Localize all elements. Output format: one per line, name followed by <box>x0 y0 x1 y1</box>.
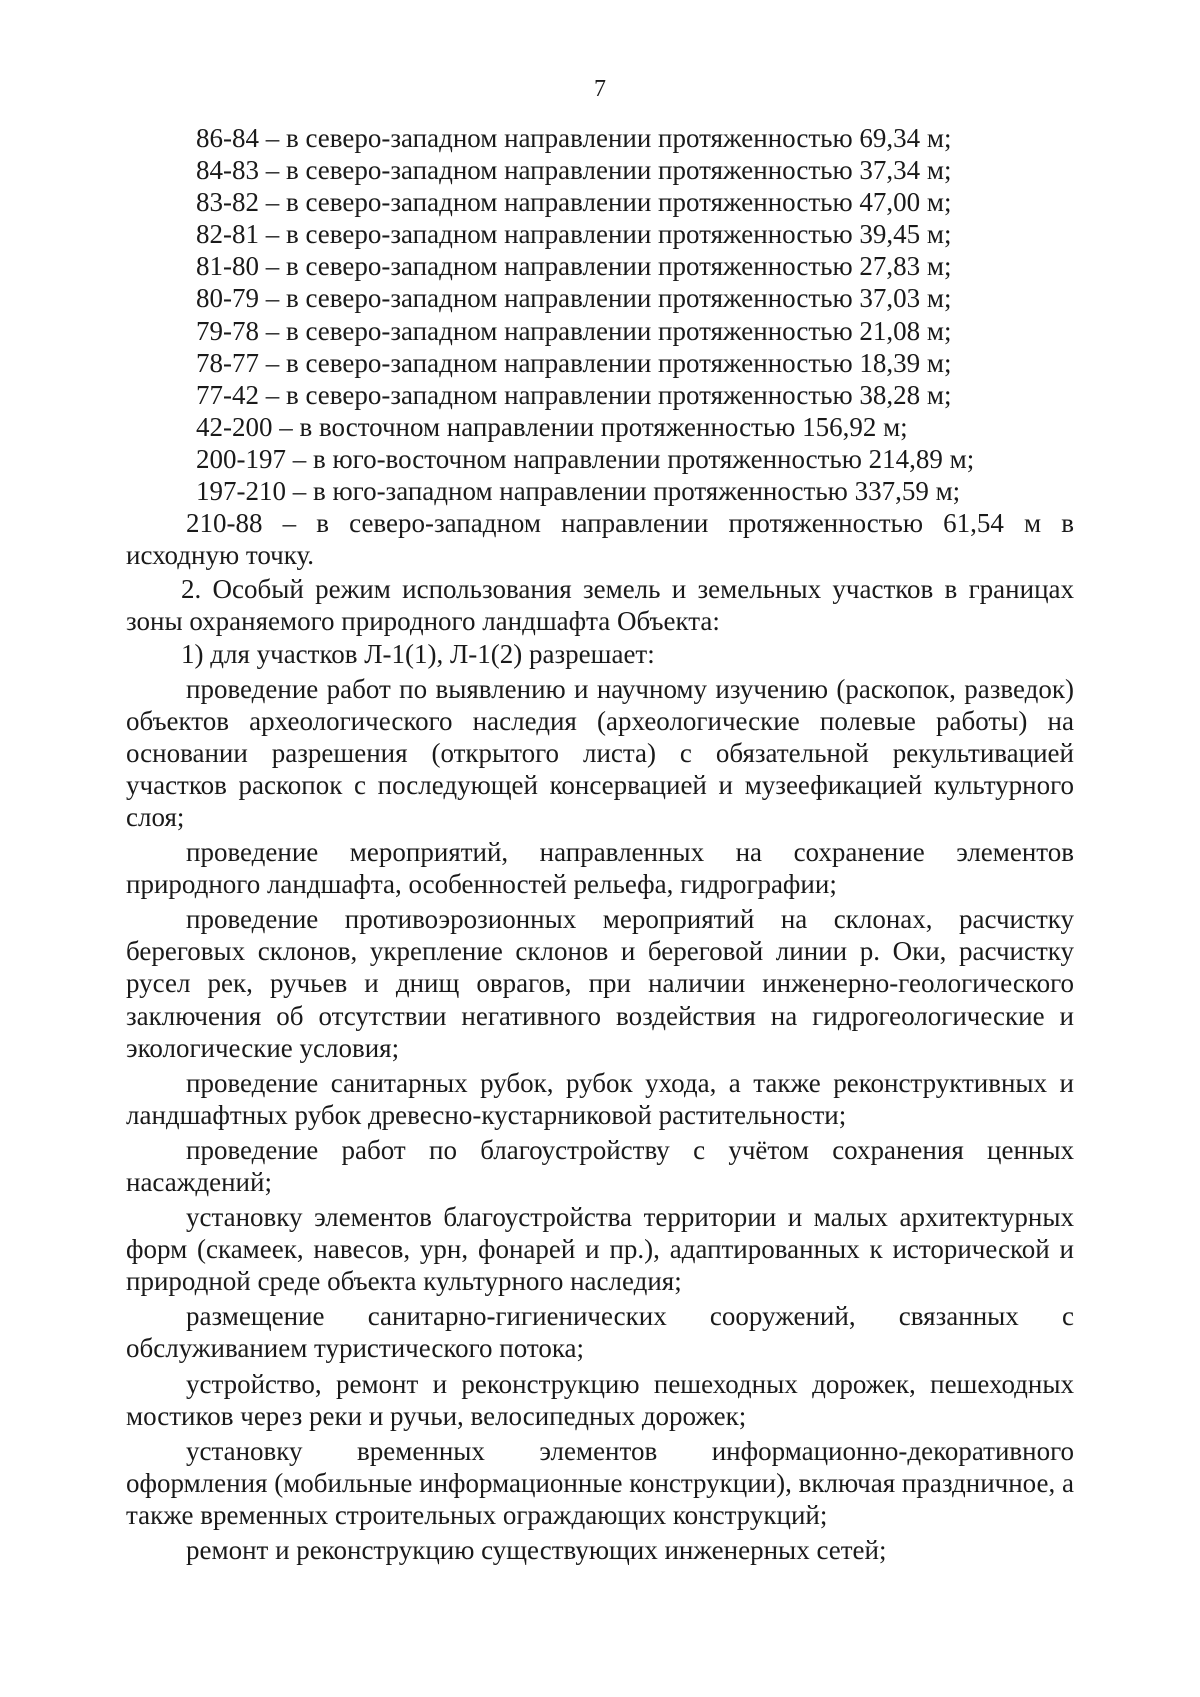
permitted-activity-item: проведение работ по благоустройству с учётом сохранения ценных насаждений; <box>126 1134 1074 1197</box>
permitted-activity-item: проведение мероприятий, направленных на сохранение элементов природного ландшафта, особенностей рельефа, гидрографии; <box>126 837 1074 900</box>
boundary-segment: 197-210 – в юго-западном направлении протяженностью 337,59 м; <box>196 476 961 507</box>
boundary-segment: 200-197 – в юго-восточном направлении протяженностью 214,89 м; <box>196 443 975 474</box>
boundary-segment: 81-80 – в северо-западном направлении протяженностью 27,83 м; <box>196 251 952 282</box>
permitted-activity-item: проведение санитарных рубок, рубок ухода, а также реконструктивных и ландшафтных рубок древесно-кустарниковой растительности; <box>126 1067 1074 1130</box>
boundary-segment: 80-79 – в северо-западном направлении протяженностью 37,03 м; <box>196 283 952 314</box>
boundary-segment: 77-42 – в северо-западном направлении протяженностью 38,28 м; <box>196 379 952 410</box>
permitted-activity-item: проведение противоэрозионных мероприятий на склонах, расчистку береговых склонов, укрепление склонов и береговой линии р. Оки, расчистку русел рек, ручьев и днищ оврагов, при наличии инженерно-геологического заключения об отсутствии негативного воздействия на гидрогеологические и экологические условия; <box>126 904 1074 1063</box>
boundary-segment: 84-83 – в северо-западном направлении протяженностью 37,34 м; <box>196 155 952 186</box>
permitted-activity-item: проведение работ по выявлению и научному изучению (раскопок, разведок) объектов археологического наследия (археологические полевые работы) на основании разрешения (открытого листа) с обязательной рекультивацией участков раскопок с последующей консервацией и музеефикацией культурного слоя; <box>126 673 1074 832</box>
boundary-segment: 79-78 – в северо-западном направлении протяженностью 21,08 м; <box>196 315 952 346</box>
subsection-1-heading: 1) для участков Л-1(1), Л-1(2) разрешает: <box>181 638 655 669</box>
document-body <box>126 122 1074 1566</box>
boundary-segment: 83-82 – в северо-западном направлении протяженностью 47,00 м; <box>196 187 952 218</box>
boundary-segment: 78-77 – в северо-западном направлении протяженностью 18,39 м; <box>196 347 952 378</box>
section-2-paragraph: 2. Особый режим использования земель и земельных участков в границах зоны охраняемого природного ландшафта Объекта: <box>126 574 1074 637</box>
permitted-activity-item: установку элементов благоустройства территории и малых архитектурных форм (скамеек, навесов, урн, фонарей и пр.), адаптированных к исторической и природной среде объекта культурного наследия; <box>126 1202 1074 1297</box>
permitted-activity-item: размещение санитарно-гигиенических сооружений, связанных с обслуживанием туристического потока; <box>126 1301 1074 1364</box>
boundary-segment: 42-200 – в восточном направлении протяженностью 156,92 м; <box>196 411 908 442</box>
page-number: 7 <box>594 76 606 102</box>
boundary-segment: 86-84 – в северо-западном направлении протяженностью 69,34 м; <box>196 123 952 153</box>
permitted-activity-item: устройство, ремонт и реконструкцию пешеходных дорожек, пешеходных мостиков через реки и ручьи, велосипедных дорожек; <box>126 1368 1074 1431</box>
boundary-segment: 82-81 – в северо-западном направлении протяженностью 39,45 м; <box>196 219 952 250</box>
permitted-activity-item: установку временных элементов информационно-декоративного оформления (мобильные информационные конструкции), включая праздничное, а также временных строительных ограждающих конструкций; <box>126 1435 1074 1530</box>
boundary-segment-final: 210-88 – в северо-западном направлении протяженностью 61,54 м в исходную точку. <box>126 508 1074 571</box>
permitted-activity-item: ремонт и реконструкцию существующих инженерных сетей; <box>186 1535 887 1566</box>
